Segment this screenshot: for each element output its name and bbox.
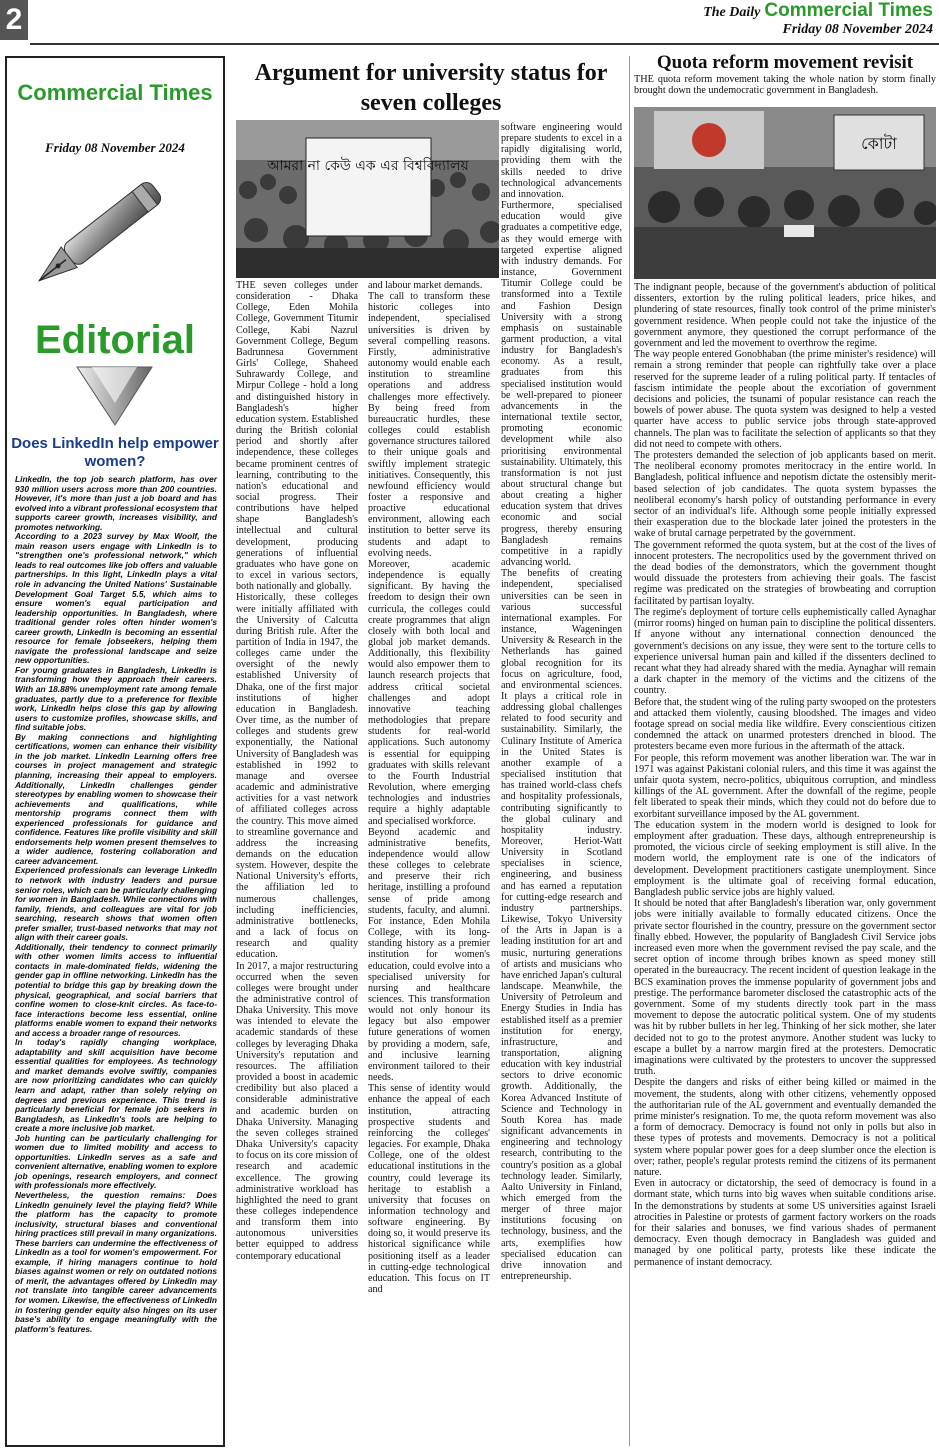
article2-paragraph: It should be noted that after Bangladesh's liberation war, only government jobs were initially available to formally educated citizens. Once the private sector flourished in the country, pressure on the government sector finally ebbed. However, the popularity of Bangladesh Civil Service jobs increased even more when the government revised the pay scale, and the secret option of income through bribes known as speed money still operated in the bureaucracy. The recent incident of question leakage in the BCS examination proves the immense popularity of government jobs and prestige. The performance barometer disclosed the catastrophic acts of the government. Some of my students directly took part in the mass movement to depose the autocratic political system. One of my students was hit by rubber bullets in her leg. Thinking of her sick mother, she later decided not to go to the protest anymore. Another student was lucky to escape a bullet by a narrow margin fired at the protesters. Democratic imaginations were cultivated by the protesters to uncover the suppressed truth. bbox=[634, 898, 936, 1078]
article2-paragraph: Before that, the student wing of the ruling party swooped on the protesters and attacked them violently, causing bloodshed. The images and video footage spread on social media like wildfire. Every conscientious citizen condemned the attack on unarmed protesters drenched in blood. The protesters became even more furious in the aftermath of the attack. bbox=[634, 696, 936, 753]
article-column-2 bbox=[368, 280, 490, 1445]
article-paragraph: The call to transform these historic colleges into independent, specialised universities is driven by several compelling reasons. Firstly, administrative autonomy would enable each institution to streamline operations and address challenges more effectively. By being freed from bureaucratic hurdles, these colleges could establish governance structures tailored to their unique goals and swiftly implement strategic initiatives. Consequently, this newfound efficiency would foster a responsive and proactive educational environment, allowing each institution to better serve its students and adapt to evolving needs. bbox=[368, 291, 490, 559]
editorial-paragraph: Nevertheless, the question remains: Does LinkedIn genuinely level the playing field? While the platform has the capacity to promote inclusivity, structural biases and conventional hiring practices still prevail in many organizations. These barriers can undermine the effectiveness of LinkedIn as a tool for women's empowerment. For example, if hiring managers continue to hold biases against women or rely on outdated notions of merit, the advantages offered by LinkedIn may not translate into tangible career advancements for women. Likewise, the effectiveness of LinkedIn in fostering gender equity also hinges on its user base's ability to engage meaningfully with the platform's features. bbox=[15, 1190, 217, 1334]
protest-photo bbox=[236, 120, 499, 278]
editorial-box bbox=[5, 56, 225, 1447]
fountain-pen-icon bbox=[7, 164, 223, 314]
editorial-paragraph: In today's rapidly changing workplace, adaptability and skill acquisition have become essential qualities for employees. As technology and market demands evolve swiftly, companies are now prioritizing candidates who can quickly learn and adapt, rather than solely relying on degrees and previous experience. This trend is particularly beneficial for female job seekers in Bangladesh, as LinkedIn's tools are helping to create a more inclusive job market. bbox=[15, 1037, 217, 1134]
article2-paragraph: The government reformed the quota system, but at the cost of the lives of innocent protesters. The necropolitics used by the government thrived on the dead bodies of the demonstrators, which the government thought would dissuade the protesters from achieving their goals. The fascist regime was predicated on the strategies of browbeating and corruption facilitated by partisan loyalty. bbox=[634, 539, 936, 607]
page-number: 2 bbox=[0, 0, 28, 40]
article2-paragraph: The regime's deployment of torture cells euphemistically called Aynaghar (mirror rooms) hinged on human pain to discipline the political dissenters. If anyone without any international connection denounced the government's decisions on any issue, they were sent to the torture cells to experience universal human pain and killed if the dissenters declined to recant what they had already shared with the media. Aynaghar will remain a dark chapter in the memory of the victims and the citizens of the country. bbox=[634, 606, 936, 697]
editorial-body bbox=[7, 471, 223, 1334]
article-paragraph: Historically, these colleges were initially affiliated with the University of Calcutta during British rule. After the partition of India in 1947, the colleges came under the oversight of the newly established University of Dhaka, one of the first major institutions of higher education in Bangladesh. Over time, as the number of colleges and students grew exponentially, the National University of Bangladesh was established in 1992 to manage and oversee academic and administrative activities for a vast network of affiliated colleges across the country. This move aimed to streamline governance and address the increasing demands on the education system. However, despite the National University's efforts, the affiliation led to numerous challenges, including inefficiencies, administrative bottlenecks, and a lack of focus on research and quality education. bbox=[236, 592, 358, 961]
article2-paragraph: For people, this reform movement was another liberation war. The war in 1971 was against Pakistani colonial rulers, and this time it was against the unfair quota system, necro-politics, ubiquitous corruption, and mindless killings of the AL government. After the downfall of the regime, people felt liberated to speak their minds, which they could not do before due to exorbitant surveillance imposed by the AL government. bbox=[634, 752, 936, 820]
editorial-paragraph: Additionally, their tendency to connect primarily with other women limits access to influential contacts in male-dominated fields, widening the gender gap in offline networking. LinkedIn has the potential to bridge this gap by breaking down the physical, geographical, and social barriers that confine women to close-knit circles. As face-to-face interactions become less essential, online platforms enable women to expand their networks and access a broader range of resources. bbox=[15, 941, 217, 1038]
article-paragraph: The benefits of creating independent, specialised universities can be seen in various successful international examples. For instance, Wageningen University & Research in the Netherlands has gained global recognition for its focus on agriculture, food, and environmental sciences. It plays a critical role in addressing global challenges related to food security and sustainability. Similarly, the Culinary Institute of America in the United States is another example of a specialised institution that has trained world-class chefs and hospitality professionals, contributing significantly to the global culinary and hospitality industry. Moreover, Heriot-Watt University in Scotland specialises in science, engineering, and business and has earned a reputation for cutting-edge research and industry partnerships. Likewise, Tokyo University of the Arts in Japan is a leading institution for art and music, nurturing generations of artists and musicians who have enriched Japan's cultural landscape. Meanwhile, the University of Petroleum and Energy Studies in India has established itself as a premier institution for energy, infrastructure, and transportation, aligning education with key industrial sectors to drive economic growth. Additionally, the Korea Advanced Institute of Science and Technology in South Korea has made significant advancements in engineering and technology research, contributing to the country's position as a global technology leader. Similarly, Aalto University in Finland, which emerged from the merger of three major institutions focusing on technology, business, and the arts, exemplifies how specialised education can drive innovation and entrepreneurship. bbox=[501, 568, 622, 1283]
article-paragraph: Moreover, academic independence is equally significant. By having the freedom to design their own curricula, the colleges could create programmes that align closely with both local and global job market demands. Additionally, this flexibility would also empower them to launch research projects that address critical societal challenges and adopt innovative teaching methodologies that prepare students for real-world applications. Such autonomy is essential for equipping graduates with skills relevant to the Fourth Industrial Revolution, where emerging technologies and industries require a highly adaptable and specialised workforce. bbox=[368, 558, 490, 827]
photo2-sign-text: কোটা bbox=[861, 134, 897, 153]
editorial-title: Does LinkedIn help empower women? bbox=[11, 435, 219, 470]
article-paragraph: software engineering would prepare students to excel in a rapidly digitalising world, providing them with the skills needed to drive technological advancements and innovation. bbox=[501, 122, 622, 200]
editorial-paragraph: LinkedIn, the top job search platform, has over 930 million users across more than 200 countries. However, it's more than just a job board and has evolved into a vibrant professional ecosystem that supports career growth, increases visibility, and promotes networking. bbox=[15, 474, 217, 532]
masthead-rule bbox=[30, 43, 939, 45]
article-paragraph: THE seven colleges under consideration - Dhaka College, Eden Mohila College, Government Titumir College, Kabi Nazrul Government College, Begum Badrunnesa Government Girls' College, Shaheed Suhrawardy College, and Mirpur College - hold a long and distinguished history in Bangladesh's higher education system. Established during the British colonial period and shortly after independence, these colleges became prominent centres of learning, contributing to the nation's educational and social progress. Their contributions have helped shape Bangladesh's intellectual and cultural development, producing generations of influential graduates who have gone on to excel in various sectors, both nationally and globally. bbox=[236, 280, 358, 593]
article2-paragraph: The indignant people, because of the government's abduction of political dissenters, extortion by the ruling political leaders, price hikes, and plundering of state resources, finally took control of the prime minister's government residence. When people could not take the injustice of the government anymore, they questioned the corrupt performance of the government and led the movement to overthrow the regime. bbox=[634, 282, 936, 350]
article-paragraph: This sense of identity would enhance the appeal of each institution, attracting prospective students and reinforcing the colleges' legacies. For example, Dhaka College, one of the oldest educational institutions in the country, could leverage its heritage to establish a university that focuses on information technology and software engineering. By doing so, it would preserve its historical significance while positioning itself as a leader in cutting-edge technological education. This focus on IT and bbox=[368, 1083, 490, 1296]
masthead bbox=[703, 0, 933, 38]
masthead-the-daily: The Daily bbox=[703, 5, 761, 20]
quota-protest-photo bbox=[634, 107, 936, 279]
editorial-paragraph: By making connections and highlighting certifications, women can enhance their visibility in the job market. LinkedIn Learning offers free courses in project management and strategic planning, increasing their appeal to employers. Additionally, LinkedIn challenges gender stereotypes by enabling women to showcase their achievements and qualifications, while mentorship programs connect them with experienced professionals for guidance and confidence. Features like profile visibility and skill endorsements help women present themselves to a wider audience, fostering collaboration and career advancement. bbox=[15, 731, 217, 866]
photo-sign-text: আমরা না কেউ এক এর বিশ্ববিদ্যালয় bbox=[267, 158, 469, 174]
article2-paragraph: Even in autocracy or dictatorship, the seed of democracy is found in a dormant state, which turns into big waves when suitable conditions arise. In the demonstrations by students at some US universities against Israeli atrocities in Palestine or protests of garment factory workers on the roads for their salaries and bonuses, we find various shades of permanent democracy. Even though democracy in Bangladesh was guided and managed by one political party, protests like these indicate the permanence of instant democracy. bbox=[634, 1178, 936, 1268]
editorial-section-label: Editorial bbox=[34, 318, 196, 362]
editorial-paragraph: Job hunting can be particularly challenging for women due to limited mobility and access to opportunities. LinkedIn serves as a safe and convenient alternative, enabling women to explore job openings, research employers, and connect with professionals more effectively. bbox=[15, 1132, 217, 1191]
article-headline: Argument for university status for seven colleges bbox=[254, 60, 608, 116]
article-paragraph: and labour market demands. bbox=[368, 280, 483, 291]
article-paragraph: Furthermore, specialised education would give graduates a competitive edge, as they would emerge with targeted expertise aligned with industry demands. For instance, Government Titumir College could be transformed into a Textile and Fashion Design University with a strong emphasis on sustainable garment production, a vital industry for Bangladesh's economy. As a result, graduates from this specialised institution would be well-prepared to pioneer advancements in the international textile sector, promoting economic development while also prioritising environmental sustainability. Ultimately, this transformation is not just about structural change but about creating a higher education system that drives economic and social progress, thereby ensuring Bangladesh remains competitive in a rapidly advancing world. bbox=[501, 200, 622, 569]
article2-intro bbox=[634, 74, 936, 104]
article2-paragraph: The education system in the modern world is designed to look for employment after graduation. These days, although entrepreneurship is promoted, the vicious circle of seeking employment is still alive. In the modern world, the employment rate is one of the indicators of development. Development practitioners castigate unemployment. Since employment is the ultimate goal of receiving formal education, Bangladesh public service jobs are highly valued. bbox=[634, 819, 936, 898]
editorial-logo: Commercial Times bbox=[17, 80, 213, 105]
editorial-paragraph: Experienced professionals can leverage LinkedIn to network with industry leaders and pursue senior roles, which can be particularly challenging for women in Bangladesh. While connections with family, friends, and colleagues are vital for job searching, research shows that women often prefer smaller, trust-based networks that may not align with their career goals. bbox=[15, 865, 217, 943]
article-paragraph: Beyond academic and administrative benefits, independence would allow these colleges to celebrate and preserve their rich heritage, instilling a profound sense of pride among students, faculty, and alumni. For instance, Eden Mohila College, with its long-standing history as a premier institution for women's education, could evolve into a specialised university for nursing and healthcare sciences. This transformation would not only honour its legacy but also empower future generations of women by providing a modern, safe, and inclusive learning environment tailored to their needs. bbox=[368, 826, 490, 1084]
article-column-3 bbox=[501, 122, 622, 1444]
article2-paragraph: Despite the dangers and risks of either being killed or maimed in the movement, the students, along with other citizens, vehemently opposed the authoritarian rule of the AL government and eventually demanded the prime minister's resignation. To me, the quota reform movement was also a form of democracy. Democracy is found not only in polls but also in these types of protests and movements. Democracy is not a political system where popular power goes for a deep slumber once the election is over; rather, people's regular protests remind the citizens of its permanent nature. bbox=[634, 1077, 936, 1179]
article2-intro-text: THE quota reform movement taking the whole nation by storm finally brought down the undemocratic government in Bangladesh. bbox=[634, 74, 936, 97]
masthead-date: Friday 08 November 2024 bbox=[782, 22, 933, 37]
masthead-logo: Commercial Times bbox=[764, 0, 933, 21]
article2-body bbox=[634, 282, 936, 1445]
arrow-down-icon bbox=[7, 363, 223, 433]
editorial-paragraph: For young graduates in Bangladesh, LinkedIn is transforming how they approach their careers. With an 18.88% unemployment rate among female graduates, partly due to a preference for flexible work, LinkedIn helps close this gap by allowing users to customize profiles, showcase skills, and find suitable jobs. bbox=[15, 664, 217, 733]
article2-paragraph: The protesters demanded the selection of job applicants based on merit. The neoliberal economy promotes meritocracy in the entire world. In Bangladesh, political influence and nepotism dictate the ostensibly merit-based selection of job candidates. The quota system bypasses the neoliberal economy's harsh policy of outstanding performance in every sector of an individual's life. Although some people initially expressed their exasperation due to the blockade later joined the protesters in the wake of brutal carnage perpetrated by the government. bbox=[634, 450, 936, 540]
article-column-1 bbox=[236, 280, 358, 1445]
editorial-paragraph: According to a 2023 survey by Max Woolf, the main reason users engage with LinkedIn is to "strengthen one's professional network," which leads to real outcomes like job offers and valuable partnerships. In this light, LinkedIn plays a vital role in advancing the United Nations' Sustainable Development Goal Target 5.5, which aims to ensure women's equal participation and leadership opportunities. In Bangladesh, where traditional gender roles often hinder women's career growth, LinkedIn is becoming an essential resource for female jobseekers, helping them navigate the professional landscape and seize new opportunities. bbox=[15, 531, 217, 666]
column-divider bbox=[629, 56, 630, 1446]
article-paragraph: In 2017, a major restructuring occurred when the seven colleges were brought under the administrative control of Dhaka University. This move was intended to elevate the academic standards of these colleges by leveraging Dhaka University's reputation and resources. The affiliation provided a boost in academic credibility but also placed a considerable administrative and academic burden on Dhaka University. Managing the seven colleges strained Dhaka University's capacity to focus on its core mission of research and academic excellence. The growing administrative workload has highlighted the need to grant these colleges independence and transform them into autonomous universities better equipped to address contemporary educational bbox=[236, 960, 358, 1262]
article2-headline: Quota reform movement revisit bbox=[656, 52, 914, 73]
article2-paragraph: The way people entered Gonobhaban (the prime minister's residence) will remain a strong reminder that people can rightfully take over a place reserved for the supreme leader of a ruling political party. If tentacles of fascism intimidate the people about the excoriation of government decisions and policies, the tsunami of popular resistance can reach the bowels of power abuse. The quota system was designed to help a vested quarter have access to public service jobs through state-approved channels. The plan was to facilitate the selection of applicants so that they did not need to compete with others. bbox=[634, 349, 936, 450]
editorial-date: Friday 08 November 2024 bbox=[45, 140, 185, 155]
